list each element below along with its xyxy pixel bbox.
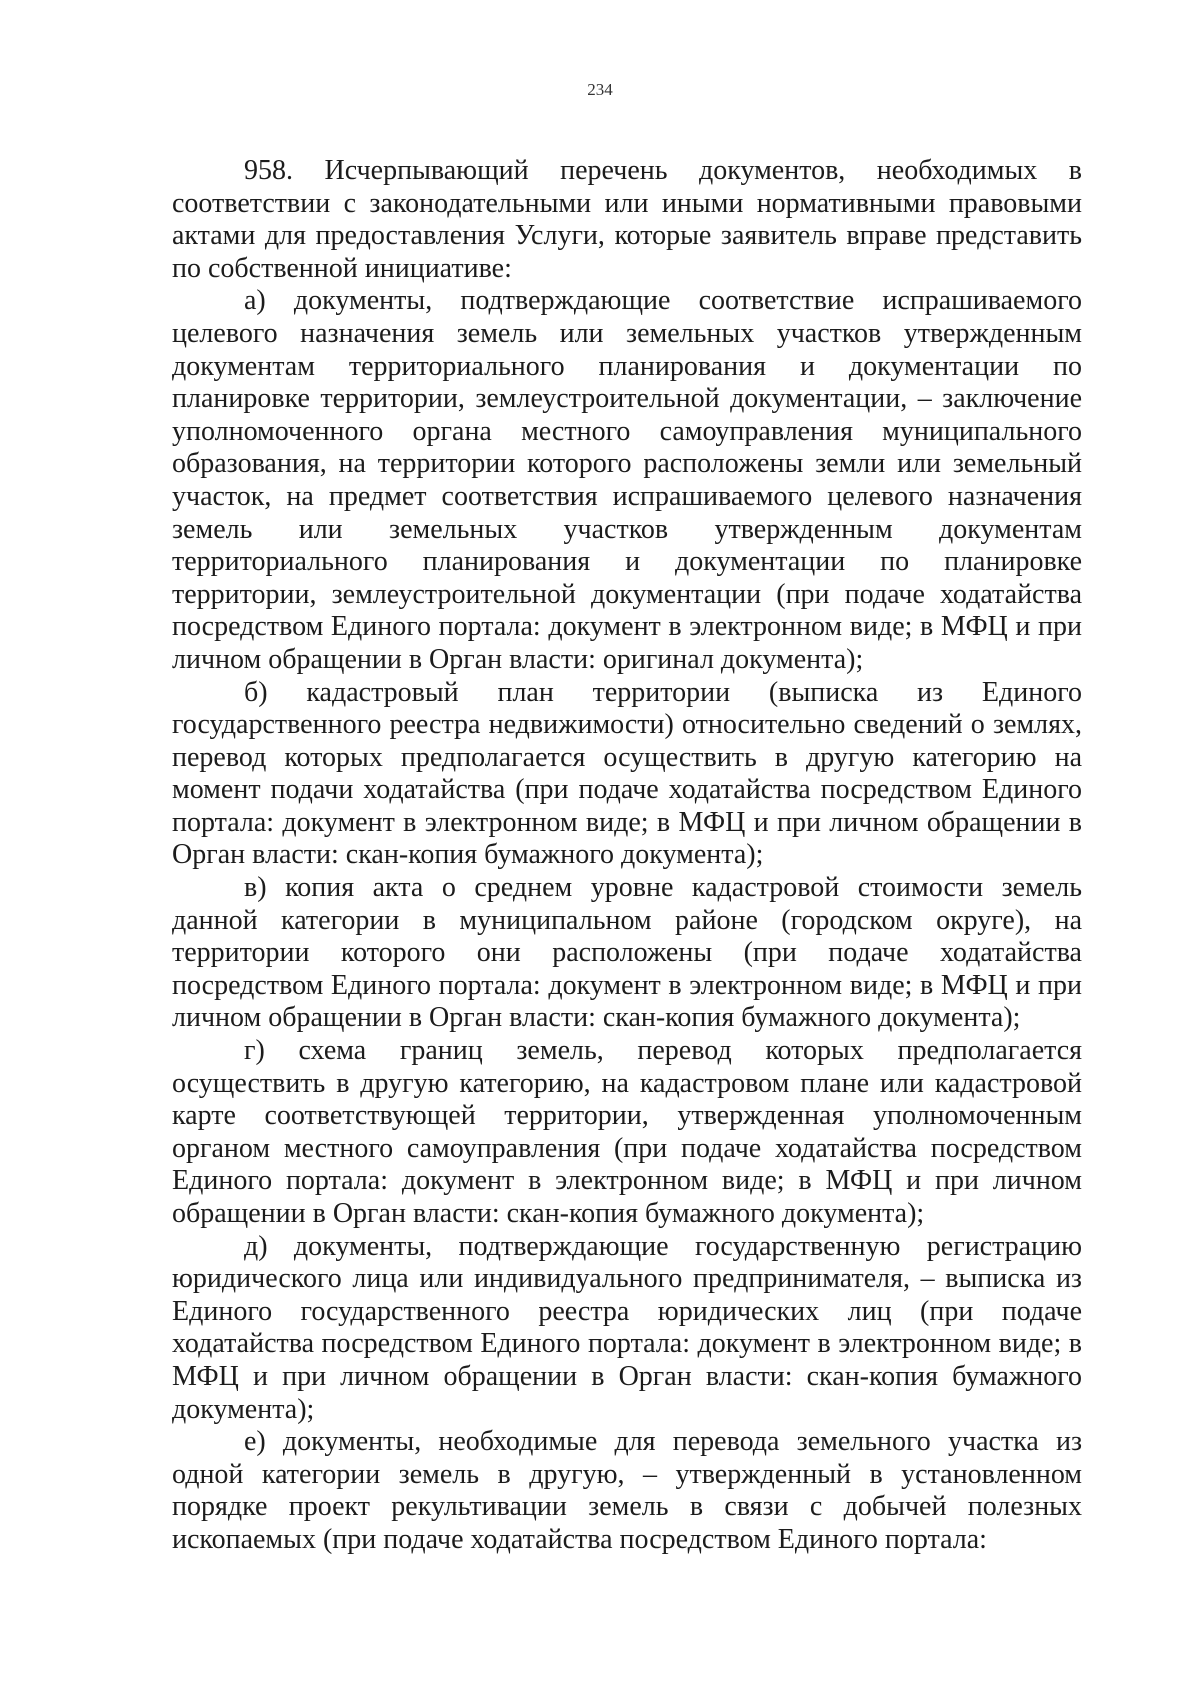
paragraph-958: 958. Исчерпывающий перечень документов, необходимых в соответствии с законодательными или иными нормативными правовыми актами для предоставления Услуги, которые заявитель вправе представить по собственной инициативе:	[172, 155, 1082, 284]
paragraph-a: а) документы, подтверждающие соответствие испрашиваемого целевого назначения земель или земельных участков утвержденным документам территориального планирования и документации по планировке территории, землеустроительной документации, – заключение уполномоченного органа местного самоуправления муниципального образования, на территории которого расположены земли или земельный участок, на предмет соответствия испрашиваемого целевого назначения земель или земельных участков утвержденным документам территориального планирования и документации по планировке территории, землеустроительной документации (при подаче ходатайства посредством Единого портала: документ в электронном виде; в МФЦ и при личном обращении в Орган власти: оригинал документа);	[172, 285, 1082, 675]
paragraph-g: г) схема границ земель, перевод которых предполагается осуществить в другую категорию, на кадастровом плане или кадастровой карте соответствующей территории, утвержденная уполномоченным органом местного самоуправления (при подаче ходатайства посредством Единого портала: документ в электронном виде; в МФЦ и при личном обращении в Орган власти: скан-копия бумажного документа);	[172, 1035, 1082, 1229]
paragraph-v: в) копия акта о среднем уровне кадастровой стоимости земель данной категории в муниципальном районе (городском округе), на территории которого они расположены (при подаче ходатайства посредством Единого портала: документ в электронном виде; в МФЦ и при личном обращении в Орган власти: скан-копия бумажного документа);	[172, 872, 1082, 1034]
page-number: 234	[587, 80, 613, 99]
paragraph-b: б) кадастровый план территории (выписка из Единого государственного реестра недвижимости) относительно сведений о землях, перевод которых предполагается осуществить в другую категорию на момент подачи ходатайства (при подаче ходатайства посредством Единого портала: документ в электронном виде; в МФЦ и при личном обращении в Орган власти: скан-копия бумажного документа);	[172, 676, 1082, 871]
paragraph-d: д) документы, подтверждающие государственную регистрацию юридического лица или индивидуального предпринимателя, – выписка из Единого государственного реестра юридических лиц (при подаче ходатайства посредством Единого портала: документ в электронном виде; в МФЦ и при личном обращении в Орган власти: скан-копия бумажного документа);	[172, 1230, 1082, 1425]
document-body	[172, 155, 1082, 1557]
paragraph-e: е) документы, необходимые для перевода земельного участка из одной категории земель в другую, – утвержденный в установленном порядке проект рекультивации земель в связи с добычей полезных ископаемых (при подаче ходатайства посредством Единого портала:	[172, 1426, 1082, 1555]
